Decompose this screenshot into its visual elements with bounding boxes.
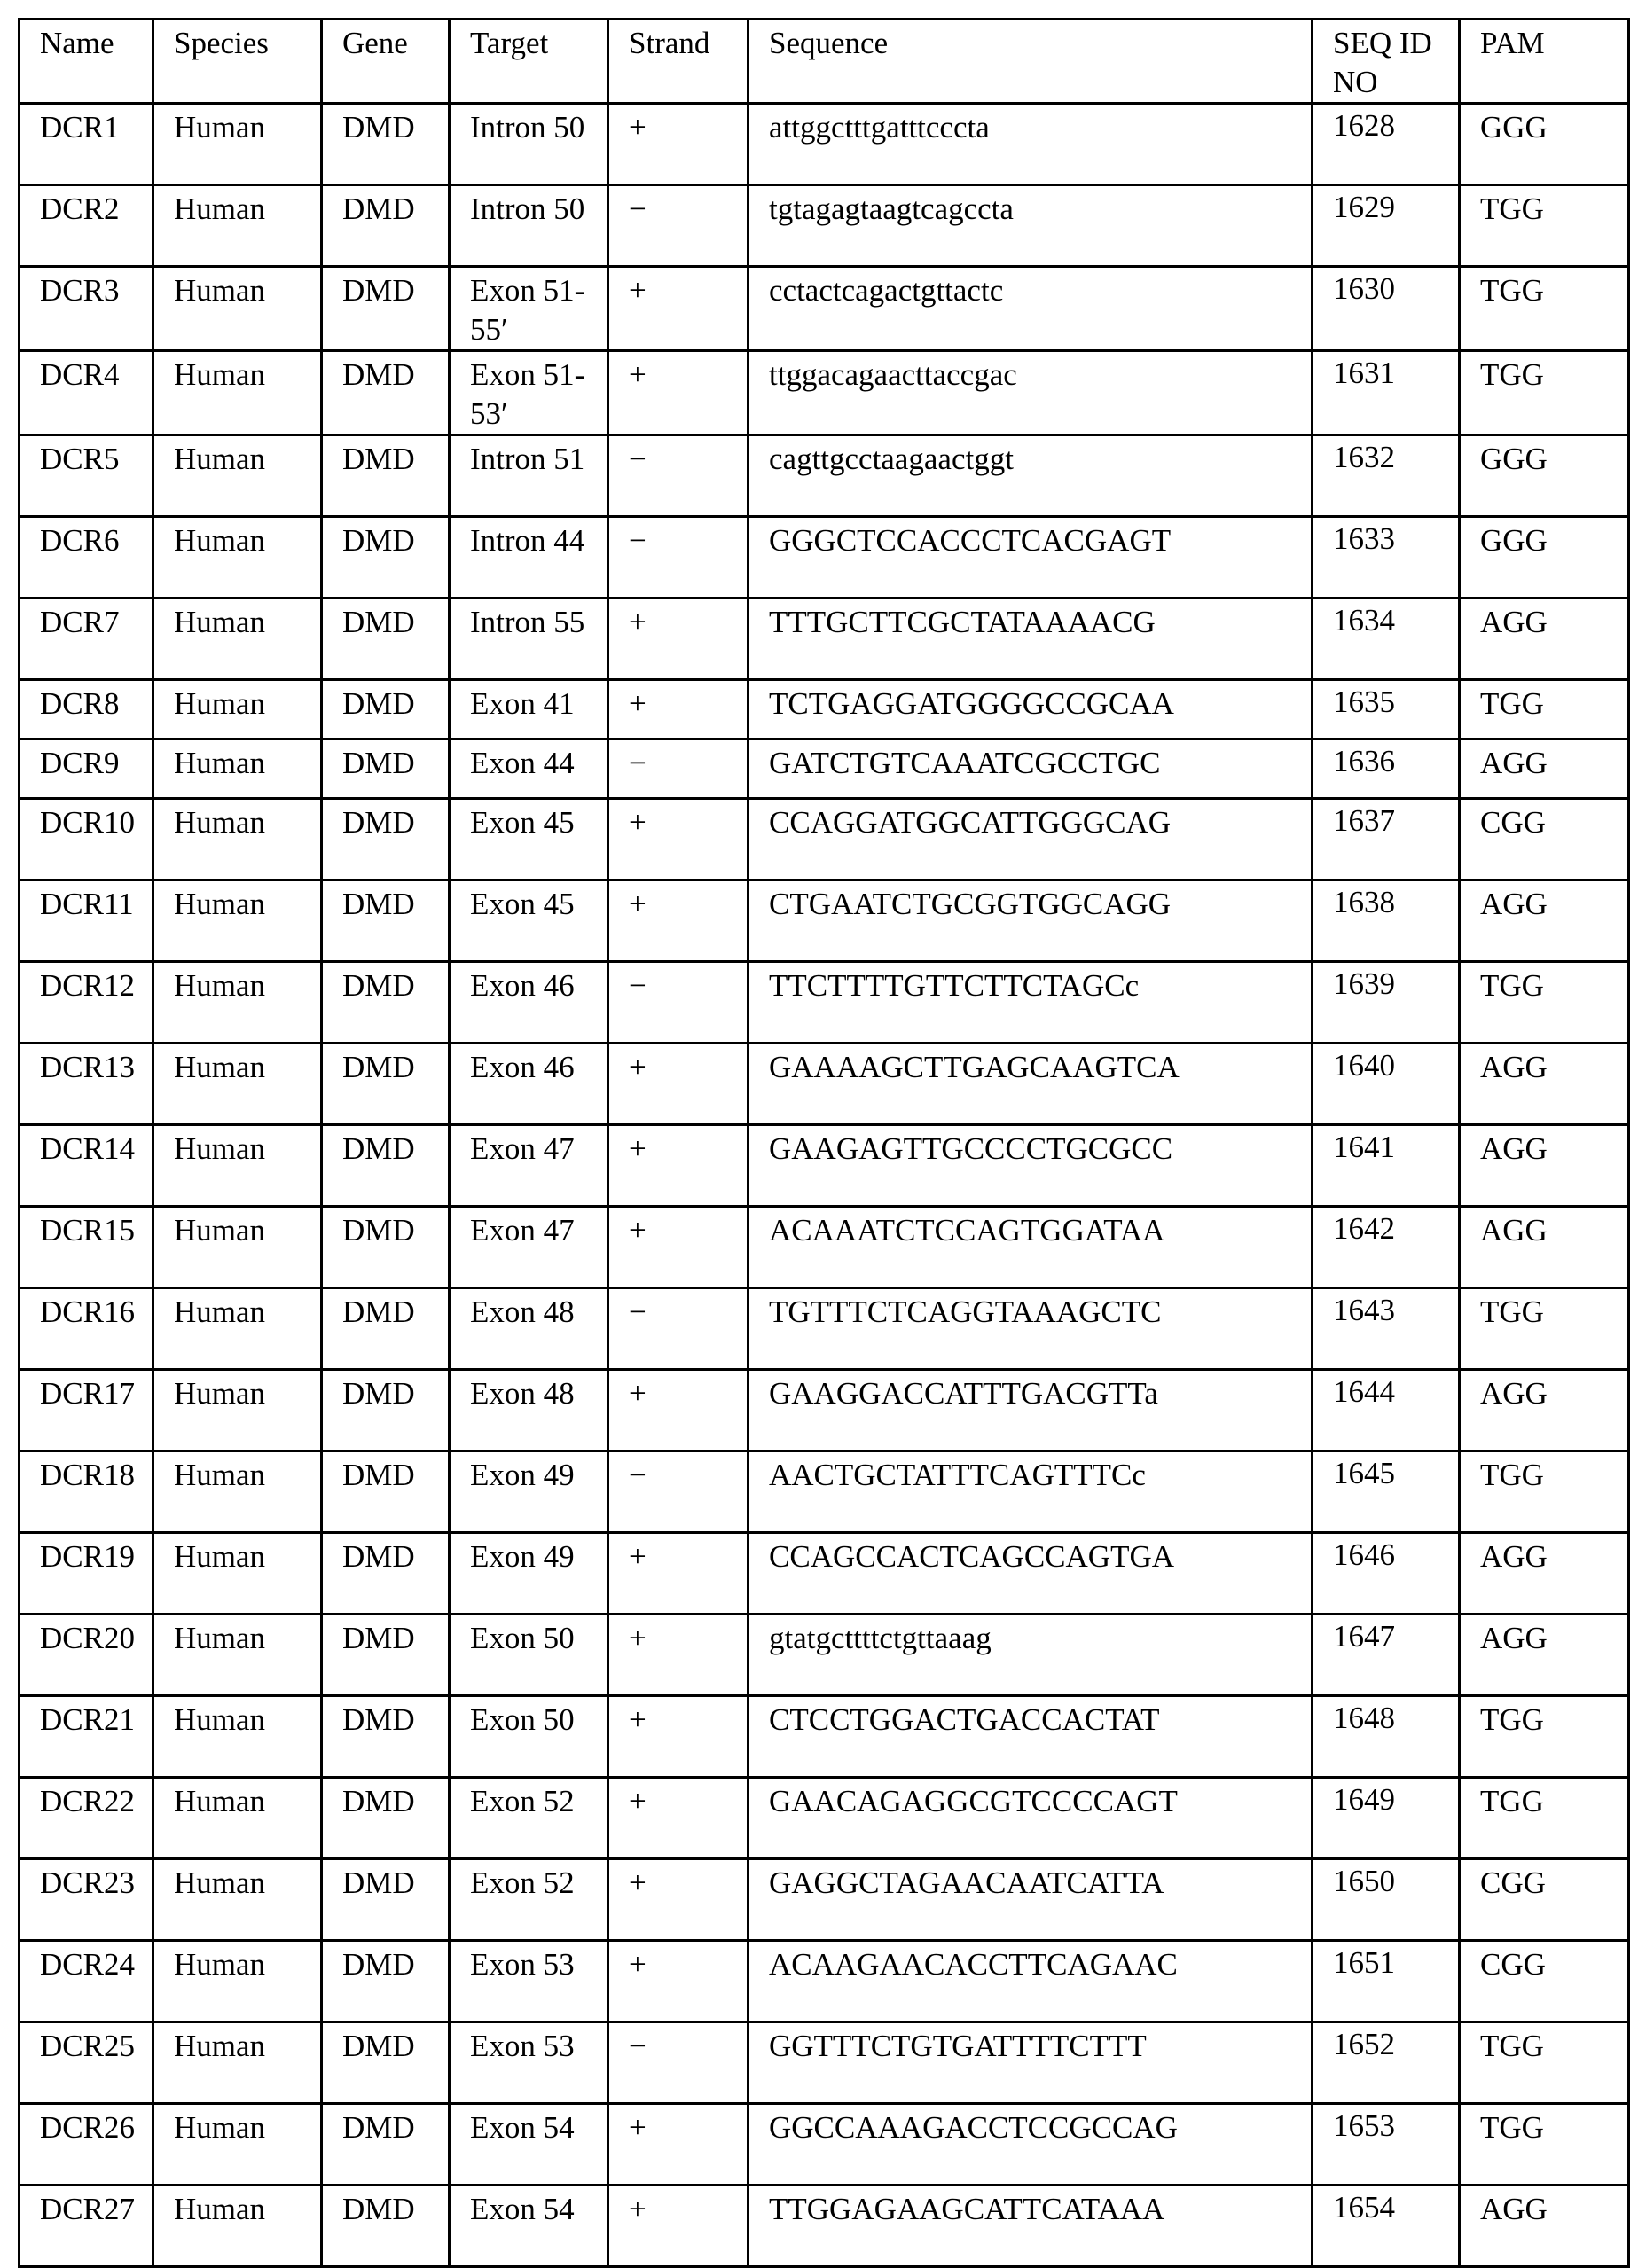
cell-gene: DMD <box>322 1778 450 1859</box>
cell-target: Exon 54 <box>450 2186 608 2267</box>
table-row <box>20 2022 1629 2104</box>
cell-seq-id <box>1313 799 1460 880</box>
cell-name: DCR8 <box>20 680 153 739</box>
cell-species: Human <box>153 598 322 680</box>
cell-name: DCR5 <box>20 435 153 517</box>
cell-seq-id <box>1313 1125 1460 1207</box>
header-species: Species <box>153 20 322 104</box>
cell-pam: AGG <box>1460 1615 1629 1696</box>
cell-pam: CGG <box>1460 1941 1629 2022</box>
header-sequence: Sequence <box>749 20 1313 104</box>
seq-id-value: 1644 <box>1333 1374 1395 1409</box>
cell-seq-id <box>1313 104 1460 185</box>
cell-strand: − <box>608 517 749 598</box>
seq-id-value: 1652 <box>1333 2027 1395 2061</box>
cell-species: Human <box>153 267 322 351</box>
cell-gene: DMD <box>322 185 450 267</box>
cell-sequence: CTCCTGGACTGACCACTAT <box>749 1696 1313 1778</box>
cell-strand: + <box>608 880 749 962</box>
seq-id-value: 1653 <box>1333 2108 1395 2143</box>
cell-species: Human <box>153 1044 322 1125</box>
cell-species: Human <box>153 351 322 435</box>
cell-gene: DMD <box>322 962 450 1044</box>
cell-pam: AGG <box>1460 1044 1629 1125</box>
cell-strand: + <box>608 1859 749 1941</box>
cell-gene: DMD <box>322 680 450 739</box>
cell-seq-id <box>1313 2022 1460 2104</box>
cell-strand: − <box>608 435 749 517</box>
table-row <box>20 185 1629 267</box>
cell-strand: + <box>608 1941 749 2022</box>
cell-pam: CGG <box>1460 1859 1629 1941</box>
cell-species: Human <box>153 2022 322 2104</box>
cell-name: DCR14 <box>20 1125 153 1207</box>
cell-name: DCR10 <box>20 799 153 880</box>
cell-sequence: CTGAATCTGCGGTGGCAGG <box>749 880 1313 962</box>
cell-gene: DMD <box>322 598 450 680</box>
cell-seq-id <box>1313 1615 1460 1696</box>
cell-species: Human <box>153 1451 322 1533</box>
cell-species: Human <box>153 1778 322 1859</box>
cell-sequence: ACAAATCTCCAGTGGATAA <box>749 1207 1313 1288</box>
cell-target: Exon 52 <box>450 1778 608 1859</box>
cell-species: Human <box>153 1533 322 1615</box>
cell-seq-id <box>1313 1207 1460 1288</box>
cell-sequence: TTGGAGAAGCATTCATAAA <box>749 2186 1313 2267</box>
cell-name: DCR17 <box>20 1370 153 1451</box>
cell-name: DCR7 <box>20 598 153 680</box>
seq-id-value: 1628 <box>1333 108 1395 143</box>
cell-name: DCR2 <box>20 185 153 267</box>
cell-seq-id <box>1313 1941 1460 2022</box>
cell-sequence: gtatgcttttctgttaaag <box>749 1615 1313 1696</box>
cell-gene: DMD <box>322 880 450 962</box>
cell-target: Intron 55 <box>450 598 608 680</box>
cell-name: DCR26 <box>20 2104 153 2186</box>
cell-seq-id <box>1313 598 1460 680</box>
seq-id-value: 1643 <box>1333 1293 1395 1327</box>
cell-species: Human <box>153 2104 322 2186</box>
cell-strand: − <box>608 1451 749 1533</box>
cell-strand: + <box>608 1615 749 1696</box>
cell-sequence: GAGGCTAGAACAATCATTA <box>749 1859 1313 1941</box>
cell-sequence: ACAAGAACACCTTCAGAAC <box>749 1941 1313 2022</box>
cell-seq-id <box>1313 1288 1460 1370</box>
cell-sequence: cctactcagactgttactc <box>749 267 1313 351</box>
cell-species: Human <box>153 1696 322 1778</box>
cell-pam: GGG <box>1460 435 1629 517</box>
cell-strand: + <box>608 1533 749 1615</box>
cell-pam: AGG <box>1460 1533 1629 1615</box>
cell-seq-id <box>1313 517 1460 598</box>
cell-sequence: ttggacagaacttaccgac <box>749 351 1313 435</box>
cell-gene: DMD <box>322 799 450 880</box>
table-row <box>20 1207 1629 1288</box>
cell-seq-id <box>1313 1044 1460 1125</box>
cell-name: DCR1 <box>20 104 153 185</box>
cell-species: Human <box>153 185 322 267</box>
cell-pam: TGG <box>1460 185 1629 267</box>
cell-name: DCR18 <box>20 1451 153 1533</box>
table-row <box>20 351 1629 435</box>
cell-target: Intron 50 <box>450 185 608 267</box>
cell-target: Exon 54 <box>450 2104 608 2186</box>
cell-pam: AGG <box>1460 1207 1629 1288</box>
cell-target: Exon 53 <box>450 1941 608 2022</box>
cell-sequence: TTCTTTTGTTCTTCTAGCc <box>749 962 1313 1044</box>
seq-id-value: 1650 <box>1333 1864 1395 1898</box>
cell-sequence: GGTTTCTGTGATTTTCTTT <box>749 2022 1313 2104</box>
table-row <box>20 1451 1629 1533</box>
cell-name: DCR21 <box>20 1696 153 1778</box>
cell-seq-id <box>1313 1696 1460 1778</box>
cell-pam: AGG <box>1460 1125 1629 1207</box>
cell-seq-id <box>1313 1451 1460 1533</box>
table-row <box>20 1696 1629 1778</box>
seq-id-value: 1635 <box>1333 684 1395 719</box>
table-row <box>20 1615 1629 1696</box>
cell-species: Human <box>153 739 322 799</box>
seq-id-value: 1641 <box>1333 1130 1395 1164</box>
cell-pam: TGG <box>1460 2104 1629 2186</box>
cell-name: DCR11 <box>20 880 153 962</box>
cell-strand: + <box>608 104 749 185</box>
cell-species: Human <box>153 799 322 880</box>
cell-seq-id <box>1313 185 1460 267</box>
cell-strand: − <box>608 739 749 799</box>
cell-strand: + <box>608 351 749 435</box>
cell-seq-id <box>1313 1370 1460 1451</box>
header-pam: PAM <box>1460 20 1629 104</box>
cell-strand: + <box>608 1370 749 1451</box>
table-row <box>20 2104 1629 2186</box>
cell-target: Exon 50 <box>450 1696 608 1778</box>
cell-strand: − <box>608 1288 749 1370</box>
table-row <box>20 1778 1629 1859</box>
cell-gene: DMD <box>322 267 450 351</box>
cell-species: Human <box>153 1125 322 1207</box>
cell-sequence: GAACAGAGGCGTCCCCAGT <box>749 1778 1313 1859</box>
cell-pam: TGG <box>1460 267 1629 351</box>
cell-pam: TGG <box>1460 962 1629 1044</box>
cell-gene: DMD <box>322 1941 450 2022</box>
cell-target: Intron 51 <box>450 435 608 517</box>
cell-strand: + <box>608 680 749 739</box>
cell-pam: TGG <box>1460 2022 1629 2104</box>
cell-name: DCR23 <box>20 1859 153 1941</box>
header-name: Name <box>20 20 153 104</box>
guide-rna-table <box>18 18 1630 2268</box>
table-row <box>20 880 1629 962</box>
cell-species: Human <box>153 517 322 598</box>
cell-strand: + <box>608 799 749 880</box>
table-row <box>20 1859 1629 1941</box>
cell-target: Exon 50 <box>450 1615 608 1696</box>
cell-sequence: GGGCTCCACCCTCACGAGT <box>749 517 1313 598</box>
cell-target: Exon 51-55′ <box>450 267 608 351</box>
cell-target: Exon 49 <box>450 1533 608 1615</box>
cell-species: Human <box>153 962 322 1044</box>
cell-sequence: GGCCAAAGACCTCCGCCAG <box>749 2104 1313 2186</box>
seq-id-value: 1645 <box>1333 1456 1395 1490</box>
cell-strand: − <box>608 2022 749 2104</box>
table-row <box>20 799 1629 880</box>
cell-seq-id <box>1313 435 1460 517</box>
cell-target: Exon 47 <box>450 1207 608 1288</box>
cell-strand: − <box>608 962 749 1044</box>
header-seq-id: SEQ ID NO <box>1313 20 1460 104</box>
cell-species: Human <box>153 1288 322 1370</box>
table-row <box>20 962 1629 1044</box>
cell-pam: GGG <box>1460 517 1629 598</box>
cell-seq-id <box>1313 2186 1460 2267</box>
seq-id-value: 1649 <box>1333 1782 1395 1817</box>
cell-species: Human <box>153 1370 322 1451</box>
cell-target: Exon 51-53′ <box>450 351 608 435</box>
cell-gene: DMD <box>322 1533 450 1615</box>
cell-name: DCR13 <box>20 1044 153 1125</box>
cell-name: DCR6 <box>20 517 153 598</box>
cell-strand: + <box>608 598 749 680</box>
cell-species: Human <box>153 880 322 962</box>
cell-seq-id <box>1313 680 1460 739</box>
table-row <box>20 2186 1629 2267</box>
cell-seq-id <box>1313 962 1460 1044</box>
cell-name: DCR22 <box>20 1778 153 1859</box>
cell-sequence: TTTGCTTCGCTATAAAACG <box>749 598 1313 680</box>
cell-strand: + <box>608 1044 749 1125</box>
cell-target: Exon 45 <box>450 799 608 880</box>
cell-pam: CGG <box>1460 799 1629 880</box>
cell-gene: DMD <box>322 1288 450 1370</box>
cell-species: Human <box>153 2186 322 2267</box>
cell-species: Human <box>153 1941 322 2022</box>
cell-gene: DMD <box>322 1696 450 1778</box>
cell-pam: TGG <box>1460 351 1629 435</box>
seq-id-value: 1636 <box>1333 744 1395 778</box>
header-gene: Gene <box>322 20 450 104</box>
cell-strand: + <box>608 1696 749 1778</box>
table-row <box>20 1125 1629 1207</box>
seq-id-value: 1633 <box>1333 521 1395 556</box>
seq-id-value: 1640 <box>1333 1048 1395 1083</box>
table-row <box>20 1044 1629 1125</box>
cell-pam: GGG <box>1460 104 1629 185</box>
seq-id-value: 1648 <box>1333 1701 1395 1735</box>
cell-pam: AGG <box>1460 598 1629 680</box>
cell-target: Exon 48 <box>450 1370 608 1451</box>
cell-strand: − <box>608 185 749 267</box>
cell-pam: TGG <box>1460 1696 1629 1778</box>
cell-gene: DMD <box>322 2104 450 2186</box>
cell-species: Human <box>153 680 322 739</box>
cell-target: Exon 41 <box>450 680 608 739</box>
cell-target: Intron 44 <box>450 517 608 598</box>
seq-id-value: 1637 <box>1333 803 1395 838</box>
cell-seq-id <box>1313 880 1460 962</box>
cell-sequence: AACTGCTATTTCAGTTTCc <box>749 1451 1313 1533</box>
header-row <box>20 20 1629 104</box>
cell-gene: DMD <box>322 2186 450 2267</box>
cell-gene: DMD <box>322 1207 450 1288</box>
table-row <box>20 435 1629 517</box>
cell-sequence: CCAGGATGGCATTGGGCAG <box>749 799 1313 880</box>
table-row <box>20 598 1629 680</box>
cell-seq-id <box>1313 1533 1460 1615</box>
cell-sequence: attggctttgatttcccta <box>749 104 1313 185</box>
cell-target: Exon 44 <box>450 739 608 799</box>
cell-sequence: TGTTTCTCAGGTAAAGCTC <box>749 1288 1313 1370</box>
table-row <box>20 1288 1629 1370</box>
cell-species: Human <box>153 1615 322 1696</box>
cell-name: DCR12 <box>20 962 153 1044</box>
cell-gene: DMD <box>322 1044 450 1125</box>
cell-gene: DMD <box>322 104 450 185</box>
cell-target: Exon 45 <box>450 880 608 962</box>
seq-id-value: 1639 <box>1333 966 1395 1001</box>
cell-pam: TGG <box>1460 1451 1629 1533</box>
cell-pam: AGG <box>1460 1370 1629 1451</box>
cell-pam: AGG <box>1460 880 1629 962</box>
cell-name: DCR9 <box>20 739 153 799</box>
cell-gene: DMD <box>322 1859 450 1941</box>
seq-id-value: 1651 <box>1333 1945 1395 1980</box>
seq-id-value: 1631 <box>1333 356 1395 390</box>
cell-pam: TGG <box>1460 1288 1629 1370</box>
seq-id-value: 1638 <box>1333 885 1395 919</box>
cell-gene: DMD <box>322 1451 450 1533</box>
seq-id-value: 1654 <box>1333 2190 1395 2225</box>
table-row <box>20 739 1629 799</box>
cell-strand: + <box>608 2186 749 2267</box>
cell-gene: DMD <box>322 1615 450 1696</box>
table-row <box>20 1533 1629 1615</box>
header-target: Target <box>450 20 608 104</box>
cell-name: DCR3 <box>20 267 153 351</box>
cell-strand: + <box>608 2104 749 2186</box>
cell-sequence: GATCTGTCAAATCGCCTGC <box>749 739 1313 799</box>
cell-target: Exon 49 <box>450 1451 608 1533</box>
table-row <box>20 680 1629 739</box>
seq-id-value: 1630 <box>1333 271 1395 306</box>
cell-gene: DMD <box>322 517 450 598</box>
cell-strand: + <box>608 267 749 351</box>
cell-sequence: GAAAAGCTTGAGCAAGTCA <box>749 1044 1313 1125</box>
cell-strand: + <box>608 1207 749 1288</box>
cell-gene: DMD <box>322 1370 450 1451</box>
cell-species: Human <box>153 104 322 185</box>
cell-pam: AGG <box>1460 739 1629 799</box>
cell-sequence: TCTGAGGATGGGGCCGCAA <box>749 680 1313 739</box>
cell-sequence: tgtagagtaagtcagccta <box>749 185 1313 267</box>
cell-seq-id <box>1313 739 1460 799</box>
cell-seq-id <box>1313 1859 1460 1941</box>
cell-name: DCR15 <box>20 1207 153 1288</box>
cell-gene: DMD <box>322 435 450 517</box>
cell-name: DCR24 <box>20 1941 153 2022</box>
cell-name: DCR4 <box>20 351 153 435</box>
seq-id-value: 1642 <box>1333 1211 1395 1246</box>
table-row <box>20 267 1629 351</box>
seq-id-value: 1632 <box>1333 440 1395 474</box>
cell-sequence: GAAGAGTTGCCCCTGCGCC <box>749 1125 1313 1207</box>
header-strand: Strand <box>608 20 749 104</box>
cell-target: Exon 53 <box>450 2022 608 2104</box>
seq-id-value: 1647 <box>1333 1619 1395 1654</box>
cell-strand: + <box>608 1125 749 1207</box>
cell-gene: DMD <box>322 2022 450 2104</box>
cell-gene: DMD <box>322 351 450 435</box>
cell-gene: DMD <box>322 1125 450 1207</box>
table-row <box>20 104 1629 185</box>
cell-name: DCR20 <box>20 1615 153 1696</box>
cell-sequence: CCAGCCACTCAGCCAGTGA <box>749 1533 1313 1615</box>
cell-seq-id <box>1313 351 1460 435</box>
cell-pam: AGG <box>1460 2186 1629 2267</box>
cell-target: Exon 52 <box>450 1859 608 1941</box>
seq-id-value: 1629 <box>1333 190 1395 224</box>
cell-target: Exon 48 <box>450 1288 608 1370</box>
cell-species: Human <box>153 1859 322 1941</box>
table-row <box>20 1370 1629 1451</box>
cell-gene: DMD <box>322 739 450 799</box>
cell-species: Human <box>153 1207 322 1288</box>
cell-name: DCR19 <box>20 1533 153 1615</box>
cell-target: Intron 50 <box>450 104 608 185</box>
cell-name: DCR16 <box>20 1288 153 1370</box>
table-row <box>20 517 1629 598</box>
cell-target: Exon 47 <box>450 1125 608 1207</box>
table-row <box>20 1941 1629 2022</box>
cell-species: Human <box>153 435 322 517</box>
cell-target: Exon 46 <box>450 962 608 1044</box>
cell-target: Exon 46 <box>450 1044 608 1125</box>
cell-pam: TGG <box>1460 1778 1629 1859</box>
seq-id-value: 1646 <box>1333 1537 1395 1572</box>
seq-id-value: 1634 <box>1333 603 1395 637</box>
cell-seq-id <box>1313 2104 1460 2186</box>
cell-seq-id <box>1313 1778 1460 1859</box>
cell-sequence: cagttgcctaagaactggt <box>749 435 1313 517</box>
cell-name: DCR25 <box>20 2022 153 2104</box>
cell-name: DCR27 <box>20 2186 153 2267</box>
cell-strand: + <box>608 1778 749 1859</box>
cell-seq-id <box>1313 267 1460 351</box>
cell-pam: TGG <box>1460 680 1629 739</box>
cell-sequence: GAAGGACCATTTGACGTTa <box>749 1370 1313 1451</box>
